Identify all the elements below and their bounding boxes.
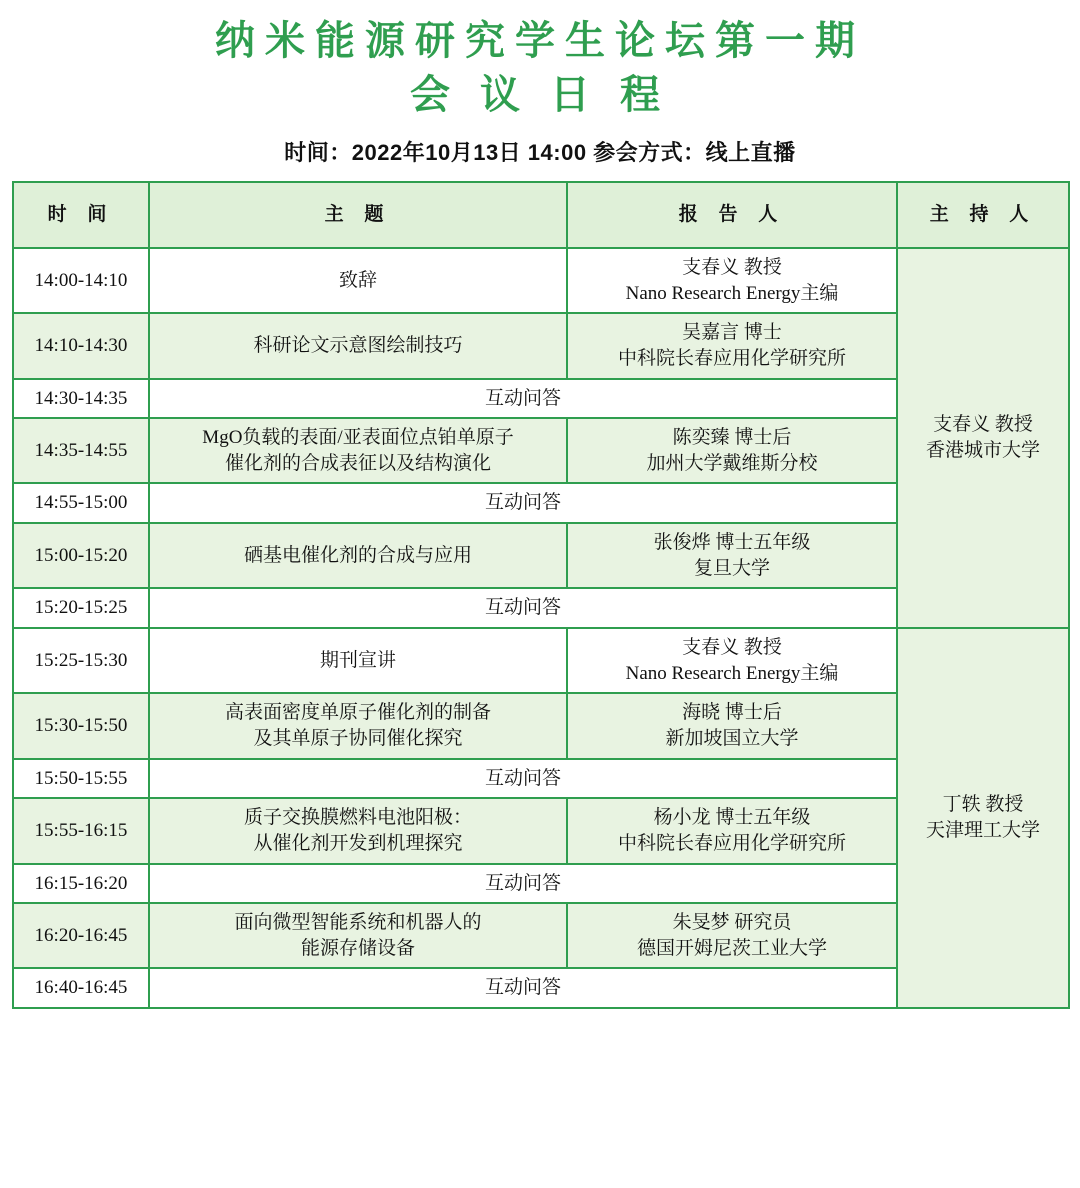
cell-time: 14:55-15:00: [13, 483, 149, 523]
topic-line: 科研论文示意图绘制技巧: [253, 335, 463, 357]
speaker-line: 杨小龙 博士五年级: [653, 807, 811, 829]
cell-time: 14:35-14:55: [13, 418, 149, 483]
speaker-line: 中科院长春应用化学研究所: [617, 832, 846, 854]
column-header-topic: 主 题: [149, 182, 567, 248]
cell-topic: [149, 628, 567, 693]
speaker-line: 复旦大学: [693, 557, 770, 579]
cell-speaker: [567, 798, 897, 863]
topic-line: 及其单原子协同催化探究: [253, 727, 463, 749]
cell-time: 15:20-15:25: [13, 588, 149, 628]
cell-time: 16:20-16:45: [13, 903, 149, 968]
speaker-line: 支春义 教授: [682, 257, 782, 278]
cell-time: 15:25-15:30: [13, 628, 149, 693]
column-header-time: 时 间: [13, 182, 149, 248]
cell-host: [897, 248, 1069, 628]
table-body: [13, 248, 1069, 1008]
speaker-line: 新加坡国立大学: [665, 727, 799, 749]
cell-time: 14:00-14:10: [13, 248, 149, 313]
column-header-speaker: 报 告 人: [567, 182, 897, 248]
speaker-line: 张俊烨 博士五年级: [653, 532, 811, 554]
cell-speaker: [567, 248, 897, 313]
cell-speaker: [567, 693, 897, 758]
topic-line: 硒基电催化剂的合成与应用: [243, 544, 472, 566]
cell-topic: [149, 523, 567, 588]
cell-qa: 互动问答: [149, 864, 897, 904]
speaker-line: Nano Research Energy主编: [625, 662, 839, 684]
cell-time: 16:15-16:20: [13, 864, 149, 904]
host-line: 天津理工大学: [925, 820, 1040, 842]
cell-time: 16:40-16:45: [13, 968, 149, 1008]
title-block: [0, 0, 1080, 122]
speaker-line: 德国开姆尼茨工业大学: [636, 937, 827, 959]
cell-time: 14:10-14:30: [13, 313, 149, 378]
cell-topic: [149, 418, 567, 483]
cell-speaker: [567, 418, 897, 483]
cell-speaker: [567, 523, 897, 588]
cell-time: 15:55-16:15: [13, 798, 149, 863]
cell-speaker: [567, 628, 897, 693]
speaker-line: 加州大学戴维斯分校: [646, 452, 818, 474]
topic-line: 面向微型智能系统和机器人的: [234, 912, 482, 934]
cell-qa: 互动问答: [149, 483, 897, 523]
cell-time: 15:50-15:55: [13, 759, 149, 799]
cell-qa: 互动问答: [149, 968, 897, 1008]
topic-line: 催化剂的合成表征以及结构演化: [224, 452, 491, 474]
speaker-line: 吴嘉言 博士: [682, 322, 782, 344]
table-header-row: [13, 182, 1069, 248]
cell-speaker: [567, 313, 897, 378]
topic-line: 致辞: [338, 269, 377, 291]
host-line: 香港城市大学: [925, 440, 1040, 462]
cell-topic: [149, 798, 567, 863]
poster-title-line-2: 会 议 日 程: [410, 72, 670, 117]
table-row: [13, 248, 1069, 313]
cell-topic: [149, 693, 567, 758]
poster-subtitle: 时间：2022年10月13日 14:00 参会方式：线上直播: [284, 140, 796, 165]
cell-time: 15:30-15:50: [13, 693, 149, 758]
topic-line: 高表面密度单原子催化剂的制备: [224, 702, 491, 724]
cell-time: 14:30-14:35: [13, 379, 149, 419]
topic-line: MgO负载的表面/亚表面位点铂单原子: [202, 427, 514, 449]
cell-qa: 互动问答: [149, 759, 897, 799]
cell-topic: [149, 903, 567, 968]
cell-topic: [149, 313, 567, 378]
poster-title-line-1: 纳米能源研究学生论坛第一期: [215, 18, 865, 63]
cell-speaker: [567, 903, 897, 968]
speaker-line: 海晓 博士后: [682, 702, 782, 724]
speaker-line: 支春义 教授: [682, 637, 782, 659]
speaker-line: 陈奕臻 博士后: [672, 427, 792, 449]
cell-qa: 互动问答: [149, 379, 897, 419]
speaker-line: 朱旻梦 研究员: [672, 912, 792, 934]
cell-time: 15:00-15:20: [13, 523, 149, 588]
cell-host: [897, 628, 1069, 1008]
host-line: 支春义 教授: [933, 414, 1033, 436]
speaker-line: 中科院长春应用化学研究所: [617, 347, 846, 369]
column-header-host: 主 持 人: [897, 182, 1069, 248]
table-header: [13, 182, 1069, 248]
schedule-table: [12, 181, 1070, 1009]
topic-line: 质子交换膜燃料电池阳极：: [243, 807, 472, 829]
cell-topic: [149, 248, 567, 313]
topic-line: 期刊宣讲: [319, 649, 396, 671]
host-line: 丁轶 教授: [942, 794, 1024, 816]
table-row: [13, 628, 1069, 693]
cell-qa: 互动问答: [149, 588, 897, 628]
topic-line: 能源存储设备: [300, 937, 415, 959]
topic-line: 从催化剂开发到机理探究: [253, 832, 463, 854]
speaker-line: Nano Research Energy主编: [625, 282, 839, 304]
